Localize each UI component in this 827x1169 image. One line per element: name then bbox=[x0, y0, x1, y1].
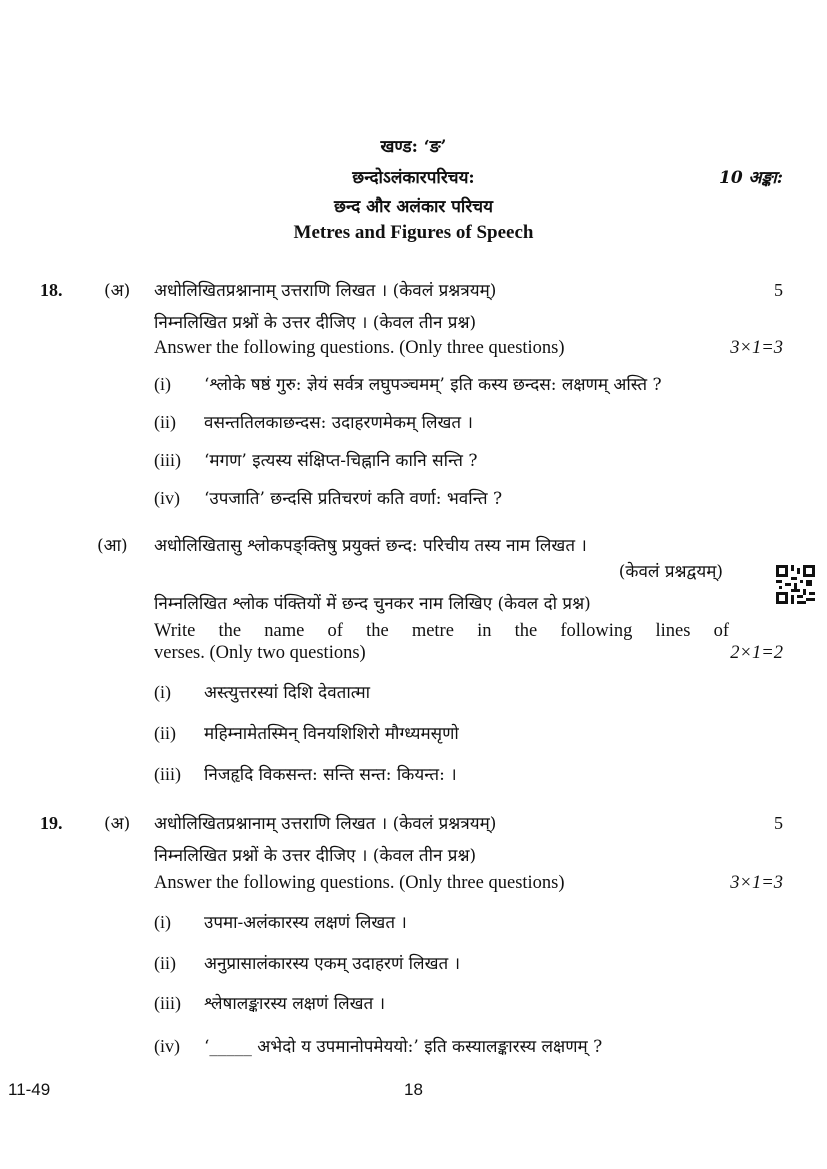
marking-scheme: 3×1=3 bbox=[730, 873, 783, 893]
question-number: 19. bbox=[40, 813, 63, 833]
item-text: ‘मगण’ इत्यस्य संक्षिप्त-चिह्नानि कानि सन्ति ? bbox=[204, 451, 478, 471]
instruction-english-line2: verses. (Only two questions) bbox=[154, 643, 366, 663]
item-text: उपमा-अलंकारस्य लक्षणं लिखत । bbox=[204, 913, 407, 933]
item-text: अनुप्रासालंकारस्य एकम् उदाहरणं लिखत । bbox=[204, 954, 461, 974]
question-number: 18. bbox=[40, 280, 63, 300]
item-text: वसन्ततिलकाछन्दस: उदाहरणमेकम् लिखत । bbox=[204, 413, 473, 433]
marking-scheme: 3×1=3 bbox=[730, 338, 783, 358]
subpart-label: (आ) bbox=[97, 536, 128, 556]
item-text: ‘श्लोके षष्ठं गुरु: ज्ञेयं सर्वत्र लघुपञ्चमम्’ इति कस्य छन्दस: लक्षणम् अस्ति ? bbox=[204, 375, 662, 395]
paper-code: 11-49 bbox=[8, 1080, 51, 1099]
section-title-sanskrit: छन्दोऽलंकारपरिचय: bbox=[352, 168, 475, 188]
question-marks: 5 bbox=[774, 280, 783, 300]
item-number: (i) bbox=[154, 682, 171, 702]
item-number: (ii) bbox=[154, 412, 176, 432]
item-number: (iv) bbox=[154, 488, 180, 508]
instruction-english: Answer the following questions. (Only three questions) bbox=[154, 873, 565, 893]
page-number: 18 bbox=[404, 1080, 423, 1099]
item-number: (i) bbox=[154, 374, 171, 394]
instruction-hindi: निम्नलिखित प्रश्नों के उत्तर दीजिए । (केवल तीन प्रश्न) bbox=[154, 846, 477, 866]
instruction-english-line1: Write the name of the metre in the following lines of bbox=[154, 621, 729, 641]
section-marks: 10 अङ्का: bbox=[718, 168, 783, 188]
instruction-sanskrit: अधोलिखितप्रश्नानाम् उत्तराणि लिखत । (केवलं प्रश्नत्रयम्) bbox=[154, 281, 497, 301]
item-text: निजहृदि विकसन्त: सन्ति सन्त: कियन्त: । bbox=[204, 765, 457, 785]
section-title-english: Metres and Figures of Speech bbox=[293, 222, 534, 243]
item-text: महिम्नामेतस्मिन् विनयशिशिरो मौग्ध्यमसृणो bbox=[204, 724, 459, 744]
instruction-english: Answer the following questions. (Only three questions) bbox=[154, 338, 565, 358]
item-number: (ii) bbox=[154, 953, 176, 973]
item-number: (iii) bbox=[154, 764, 181, 784]
question-marks: 5 bbox=[774, 813, 783, 833]
instruction-sanskrit: अधोलिखितासु श्लोकपङ्क्तिषु प्रयुक्तं छन्द: परिचीय तस्य नाम लिखत । bbox=[154, 536, 587, 556]
item-text: श्लेषालङ्कारस्य लक्षणं लिखत । bbox=[204, 994, 386, 1014]
item-number: (iv) bbox=[154, 1036, 180, 1056]
section-title-hindi: छन्द और अलंकार परिचय bbox=[334, 197, 493, 217]
item-number: (iii) bbox=[154, 993, 181, 1013]
item-number: (ii) bbox=[154, 723, 176, 743]
item-number: (i) bbox=[154, 912, 171, 932]
subpart-label: (अ) bbox=[104, 281, 131, 301]
instruction-hindi: निम्नलिखित प्रश्नों के उत्तर दीजिए । (केवल तीन प्रश्न) bbox=[154, 313, 477, 333]
instruction-note: (केवलं प्रश्नद्वयम्) bbox=[618, 562, 723, 582]
marking-scheme: 2×1=2 bbox=[730, 643, 783, 663]
item-text: ‘उपजाति’ छन्दसि प्रतिचरणं कति वर्णा: भवन्ति ? bbox=[204, 489, 503, 509]
item-number: (iii) bbox=[154, 450, 181, 470]
item-text: ‘_____ अभेदो य उपमानोपमेययो:’ इति कस्यालङ्कारस्य लक्षणम् ? bbox=[204, 1037, 603, 1057]
instruction-sanskrit: अधोलिखितप्रश्नानाम् उत्तराणि लिखत । (केवलं प्रश्नत्रयम्) bbox=[154, 814, 497, 834]
subpart-label: (अ) bbox=[104, 814, 131, 834]
section-heading: खण्ड: ‘ङ’ bbox=[380, 137, 447, 157]
qr-code-icon bbox=[776, 565, 815, 604]
instruction-hindi: निम्नलिखित श्लोक पंक्तियों में छन्द चुनकर नाम लिखिए (केवल दो प्रश्न) bbox=[154, 594, 591, 614]
item-text: अस्त्युत्तरस्यां दिशि देवतात्मा bbox=[204, 683, 371, 703]
